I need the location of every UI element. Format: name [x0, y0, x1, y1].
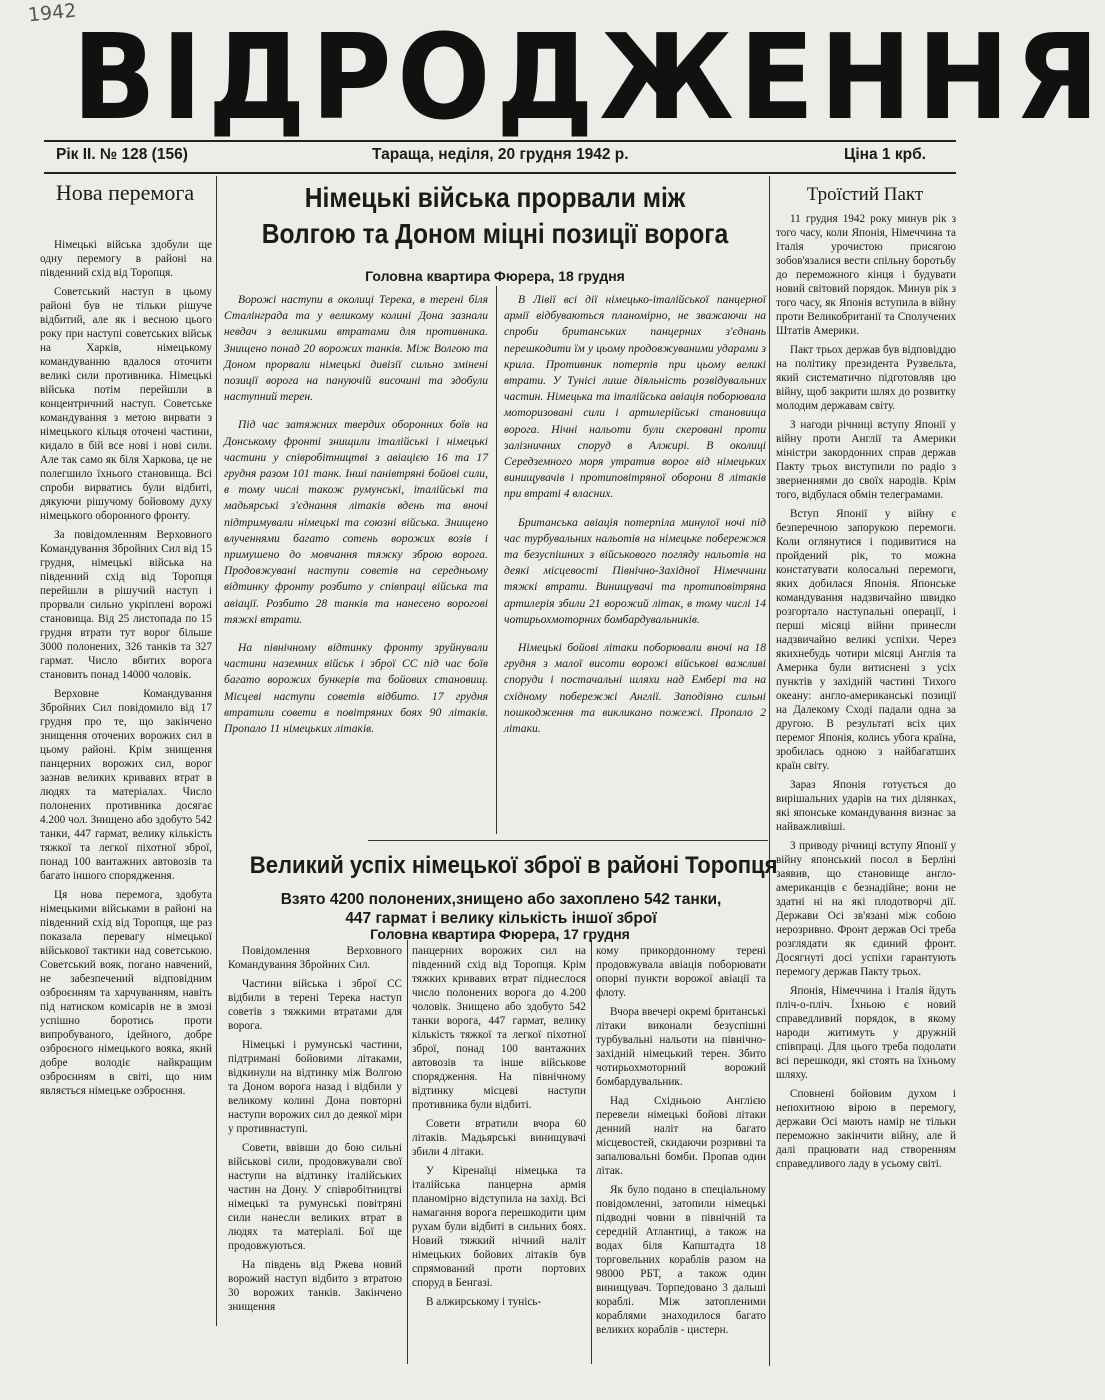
mid-article-column-2 [412, 944, 586, 1364]
right-article-paragraph: Зараз Японія готується до вирішальних ударів на тих ділянках, які японське командування визнає за найважливіші. [776, 779, 956, 833]
mid-article-paragraph: Совети, ввівши до бою сильні військові сили, продовжували свої наступи на відтинку італійських частин на Дону. У співробітництві німецькі та румунські повітряні сили нанесли великих втрат в людях та матеріалі. Бої ще продовжуються. [228, 1142, 402, 1252]
mid-article-paragraph: Над Східньою Англією перевели німецькі бойові літаки денний наліт на багато місцевостей, скидаючи розривні та запалювальні бомби. Пропав один літак. [596, 1095, 766, 1177]
mid-article-dateline: Головна квартира Фюрера, 17 грудня [370, 926, 630, 942]
issue-number: Рік II. № 128 (156) [56, 146, 188, 163]
left-article-paragraph: Верховне Командування Збройних Сил повідомило від 17 грудня про те, що закінчено знищення оточених ворожих сил в цьому районі. Крім знищення панцерних ворожих сил, ворог зазнав великих кривавих втрат в людях та матеріалах. Число полонених противника досягає 4.200 чол. Знищено або здобуто 542 танки, 447 гармат, велику кількість тяжкої та легкої піхотної зброї, понад 100 вантажних автовозів та багато іншого спорядження. [40, 688, 212, 882]
left-article-paragraph: Німецькі війська здобули ще одну перемогу в районі на південний схід від Торопця. [40, 239, 212, 279]
right-article-paragraph: З нагоди річниці вступу Японії у війну проти Англії та Америки міністри закордонних справ держав Пакту трьох виступили по радіо з зверненнями до своїх народів. Крім того, відбулася обмін телеграмами. [776, 419, 956, 501]
header-rule-bottom [44, 172, 956, 174]
mid-article-paragraph: На південь від Ржева новий ворожий наступ відбито з втратою 30 ворожих танків. Закінчено знищення [228, 1259, 402, 1313]
mid-article-paragraph: В алжирському і тунісь- [426, 1296, 542, 1308]
main-article-paragraph: В Лівії всі дії німецько-італійської панцерної армії відбуваються планомірно, не зважаючи на спроби британських панцерних з'єднань перешкодити їм у цьому продовжуваними ударами з крила. Противник потерпів при цьому великі втрати. У Тунісі лише діяльність розвідувальних частин. Німецька та італійська авіація поборювала моторизовані сили і артилерійські становища ворога. Нічні нальоти були скеровані проти залізничних споруд в Алжирі. В околиці Середземного моря утратив ворог від німецьких винищувачів і протиповітряної оборони 8 літаків при втраті 4 власних. [504, 293, 766, 501]
right-article-paragraph: Вступ Японії у війну є безперечною запорукою перемоги. Коли оглянутися і подивитися на пройдений рік, то можна констатувати колосальні перемоги, яких добилася Японія. Японське командування надзвичайно швидко розгортало наступальні операції, і перші місяці війни принесли надзвичайно великі успіхи. Через якихнебудь чотири місяці Англія та Америка були витиснені з усіх пунктів у західній частині Тихого океану: англо-американські позиції на Далекому Сході падали одна за другою. В результаті всіх цих перемог Японія, колись убога країна, зробилась одною з найбагатших країн світу. [776, 508, 956, 772]
column-divider-left [216, 176, 217, 1326]
mid-article-paragraph: Повідомлення Верховного Командування Збройних Сил. [228, 945, 402, 971]
main-article-dateline: Головна квартира Фюрера, 18 грудня [365, 268, 625, 284]
mid-article-column-1 [228, 944, 402, 1364]
mid-article-column-3 [596, 944, 766, 1364]
right-article-paragraph: Сповнені бойовим духом і непохитною вірою в перемогу, держави Осі мають намір не тільки переможно закінчити війну, але й далі працювати над створенням справедливого ладу в усьому світі. [776, 1088, 956, 1170]
masthead: ВІДРОДЖЕННЯ [72, 8, 1105, 146]
main-article-paragraph: Ворожі наступи в околиці Терека, в терені біля Сталінграда та у великому колині Дона зазнали невдач з великими втратами для противника. Знищено понад 20 ворожих танків. Між Волгою та Доном прорвали німецькі дивізії сильно змінені позиції ворога на пануючій височині та здобули наступний терен. [224, 293, 488, 404]
main-article-paragraph: Британська авіація потерпіла минулої ночі під час турбувальних нальотів на німецьке побережжя та безуспішних з військового погляду нальотів на деякі місцевості Північно-Західної Німеччини тяжкі втрати. Винищувачі та протиповітряна артилерія збили 21 ворожий літак, в тому числі 14 чотирьохмоторних бомбардувальників. [504, 515, 766, 626]
column-divider-mid-1 [407, 940, 408, 1364]
column-divider-main [496, 286, 497, 834]
right-article-paragraph: 11 грудня 1942 року минув рік з того часу, коли Японія, Німеччина та Італія урочистою присягою зобов'язалися вести спільну боротьбу до переможного кінця і будувати новий світовий порядок. Минув рік з того часу, як Японія вступила в війну проти Великобританії та Сполучених Штатів Америки. [776, 213, 956, 337]
column-divider-mid-2 [591, 940, 592, 1364]
mid-article-paragraph: Вчора ввечері окремі британські літаки виконали безуспішні турбувальні нальоти на північно-західній німецький терен. Збито чотирьохмоторний ворожий бомбардувальник. [596, 1006, 766, 1088]
section-divider [368, 840, 768, 841]
header-rule-top [44, 140, 956, 142]
mid-article-subtitle [240, 890, 762, 928]
mid-article-paragraph: Совети втратили вчора 60 літаків. Мадьярські винищувачі збили 4 літаки. [412, 1118, 586, 1158]
main-article-column-1 [224, 292, 488, 837]
main-article-title: Німецькі війська прорвали між Волгою та Доном міцні позиції ворога [261, 182, 729, 249]
right-article-paragraph: Пакт трьох держав був відповіддю на політику президента Рузвельта, який систематично підготовляв цю війну, щоб закрити шлях до розвитку молодим державам світу. [776, 344, 956, 412]
right-article-paragraph: З приводу річниці вступу Японії у війну японський посол в Берліні заявив, що становище англо-американців є безнадійне; вони не здатні ні на які плодотворчі дії. Держави Осі зв'язані між собою нерозривно. Фронт держав Осі треба розглядати як єдиний фронт. Досягнуті досі успіхи гарантують перемогу держав Пакту трьох. [776, 840, 956, 978]
main-article-paragraph: На північному відтинку фронту зруйнували частини наземних військ і зброї СС під час боїв багато ворожих бункерів та бойових становищ. Місцеві наступи советів відбито. 17 грудня втратили совети в повітряних боях 90 літаків. Пропало 11 німецьких літаків. [224, 641, 488, 736]
left-article-paragraph: Советський наступ в цьому районі був не тільки рішуче відбитий, але як і весною цього року при наступі советських військ на Харків, німецькому командуванню вдалося оточити великі сили противника. Німецькі війська потім перейшли в концентричний наступ. Советське командування з метою вирвати з німецького кільця оточені частини, кидало в бій все нові і нові сили. Але так само як біля Харкова, це не полегшило їхнього становища. Всі спроби вирватись були відбиті, дякуючи рішучому бойовому духу німецького оборонного фронту. [40, 286, 212, 522]
right-article-title: Троїстий Пакт [806, 184, 924, 205]
main-article-paragraph: Німецькі бойові літаки поборювали вночі на 18 грудня з малої висоти ворожі військові важливі споруди і постачальні шляхи над Ембері та на східному побережжі Англії. Заподіяно сильні пошкодження та викликано пожежі. Пропало 2 літаки. [504, 641, 766, 736]
left-article-title: Нова перемога [55, 180, 195, 205]
place-date: Тараща, неділя, 20 грудня 1942 р. [372, 146, 629, 163]
mid-article-subtitle-line-1: Взято 4200 полонених,знищено або захоплено 542 танки, [280, 891, 722, 908]
main-article-paragraph: Під час затяжних твердих оборонних боїв на Донському фронті знищили італійські і німецькі частини у співробітництві з авіацією 16 та 17 грудня разом 101 танк. Інші панівтряні бойові сили, в тому числі також румунські, італійські та мадьярські з'єднання літаків вдень та вночі підтримували німецькі та союзні війська. Знищено влученнями багато сотень ворожих возів і примушено до мовчання тяжку зброю ворога. Продовжувані наступи советів на середньому відтинку фронту розбито у співпраці війська та авіації. Розбито 28 танків та нанесено ворогові тяжкі втрати. [224, 418, 488, 626]
mid-article-title: Великий успіх німецької зброї в районі Торопця [249, 852, 778, 879]
mid-article-subtitle-line-2: 447 гармат і велику кількість іншої зброї [345, 910, 657, 927]
mid-article-paragraph: кому прикордонному терені продовжувала авіація поборювати опорні пункти ворожої авіації та флоту. [596, 945, 766, 999]
right-article-body [776, 212, 956, 1372]
right-article-paragraph: Японія, Німеччина і Італія йдуть пліч-о-пліч. Їхньою є новий справедливий порядок, в якому народи житимуть у дружній співпраці. Для цього треба подолати всі перешкоди, які стоять на їхньому шляху. [776, 985, 956, 1081]
left-article-paragraph: Ця нова перемога, здобута німецькими військами в районі на південний схід від Торопця, ще раз показала перевагу німецької військової тактики над советською. Советський вояк, погано навчений, не забезпечений відповідним озброєнням та харчуванням, навіть під натиском комісарів не в змозі успішно боротись проти випробуваного, ідейного, добре озброєного німецького вояка, який добре володіє найкращим озброєнням в світі, що ним являється німецьке озброєння. [40, 889, 212, 1097]
handwritten-year-note: 1942 [26, 0, 78, 27]
price: Ціна 1 крб. [844, 146, 926, 163]
mid-article-paragraph: Частини війська і зброї СС відбили в терені Терека наступ советів з тяжкими втратами для ворога. [228, 978, 402, 1032]
mid-article-paragraph: панцерних ворожих сил на південний схід від Торопця. Крім тяжких кривавих втрат піднеслося число полонених ворога до 4.200 чоловік. Знищено або здобуто 542 танки ворога, 447 гармат, велику кількість тяжкої та легкої піхотної зброї, понад 100 вантажних автовозів та інше військове спорядження. На північному відтинку місцеві наступи противника були відбиті. [412, 945, 586, 1111]
main-article-column-2 [504, 292, 766, 837]
left-article-paragraph: За повідомленням Верховного Командування Збройних Сил від 15 грудня, німецькі війська на південний схід від Торопця перейшли в рішучий наступ і прорвали сильно укріплені ворожі становища. Від 25 листопада по 15 грудня втрати тут ворог більше 3000 полонених, 326 танків та 327 гармат. Число вбитих ворога становить понад 14000 чоловік. [40, 529, 212, 681]
mid-article-paragraph: У Кіренаїці німецька та італійська панцерна армія планомірно відступила на захід. Всі намагання ворога перешкодити цим рухам були відбиті в сильних боях. Новий тяжкий нічний наліт німецьких бойових літаків був спрямований проти портових споруд в Бенгазі. [412, 1165, 586, 1289]
mid-article-paragraph: Як було подано в спеціальному повідомленні, затопили німецькі підводні човни в північній та середній Атлантиці, а також на водах біля Капштадта 18 торговельних кораблів разом на 98000 РБТ, а також один винищувач. Торпедовано 3 дальші кораблі. Між затопленими кораблями знаходилося багато великих кораблів - цистерн. [596, 1184, 766, 1336]
mid-article-paragraph: Німецькі і румунські частини, підтримані бойовими літаками, відкинули на відтинку між Волгою та Доном ворога назад і відбили у великому колині Дона повторні наступи ворожих сил до деякої міри у противнаступі. [228, 1039, 402, 1135]
column-divider-right [769, 176, 770, 1366]
left-article-body [40, 238, 212, 1328]
